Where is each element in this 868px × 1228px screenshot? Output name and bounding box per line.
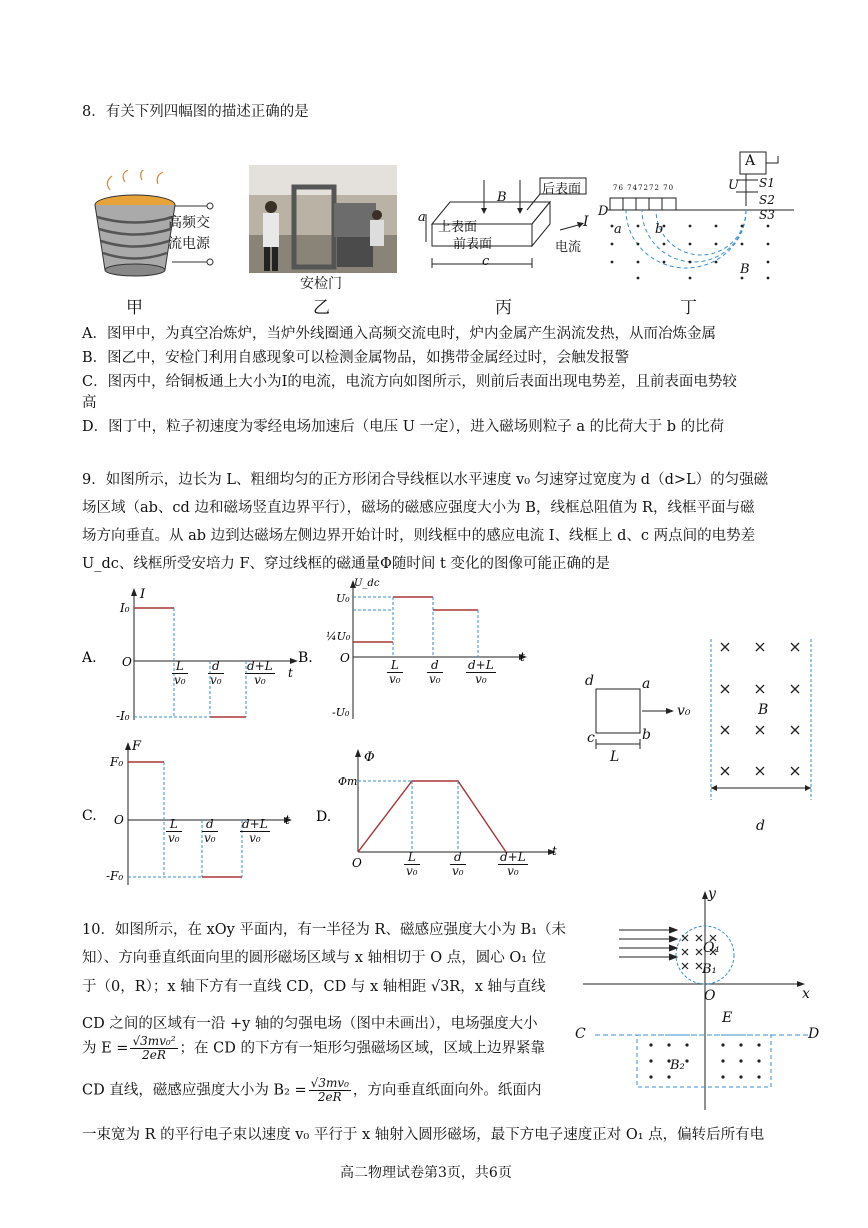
q10-B2-label: B₂ — [670, 1058, 685, 1073]
jia-label-1: 高频交 — [168, 215, 210, 231]
yi-label: 安检门 — [300, 276, 342, 292]
q10-line-3: 于（0，R）；x 轴下方有一直线 CD，CD 与 x 轴相距 √3R，x 轴与直线 — [82, 979, 546, 995]
q10-O-label: O — [704, 988, 716, 1004]
graph-c-tick-2: $\frac{d}{\text{v₀}}$ — [204, 817, 216, 845]
q10-line-5-rest: ；在 CD 的下方有一矩形匀强磁场区域，区域上边界紧靠 — [179, 1040, 545, 1057]
bing-B: B — [497, 190, 507, 205]
q10-C-label: C — [575, 1026, 586, 1042]
ding-U: U — [728, 178, 739, 193]
graph-b-ylabel: U_dc — [354, 578, 380, 589]
q9-graph-c — [82, 740, 312, 890]
graph-c-ylabel: F — [132, 740, 142, 754]
q10-e-label: 为 E = — [82, 1040, 129, 1057]
q10-line-2: 知）、方向垂直纸面向里的圆形磁场区域与 x 轴相切于 O 点，圆心 O₁ 位 — [82, 950, 547, 966]
q10-line-5 — [82, 1035, 545, 1062]
graph-a-tick-1: $\frac{L}{\text{v₀}}$ — [174, 659, 186, 687]
bing-top: 上表面 — [438, 220, 478, 235]
graph-c-tick-1: $\frac{L}{\text{v₀}}$ — [168, 817, 180, 845]
q9-line-4: U_dc、线框所受安培力 F、穿过线框的磁通量Φ随时间 t 变化的图像可能正确的是 — [82, 556, 610, 572]
q8-title: 8．有关下列四幅图的描述正确的是 — [82, 104, 309, 120]
ding-S1: S1 — [759, 176, 775, 190]
graph-b-ybot: -U₀ — [332, 706, 350, 719]
q10-line-7: 一束宽为 R 的平行电子束以速度 v₀ 平行于 x 轴射入圆形磁场，最下方电子速度正对 O₁ 点，偏转后所有电 — [82, 1127, 765, 1143]
q8-option-b: B．图乙中，安检门利用自感现象可以检测金属物品，如携带金属经过时，会触发报警 — [82, 350, 630, 366]
graph-d-origin: O — [352, 856, 362, 870]
graph-a-t: t — [288, 666, 293, 680]
graph-b-tick-2: $\frac{d}{\text{v₀}}$ — [429, 658, 441, 686]
caption-yi: 乙 — [313, 298, 330, 318]
graph-c-origin: O — [114, 813, 124, 827]
graph-a-origin: O — [122, 655, 132, 669]
q9-graph-d — [316, 745, 566, 875]
q8-option-c: C．图丙中，给铜板通上大小为I的电流，电流方向如图所示，则前后表面出现电势差，且前表面电势较 — [82, 374, 737, 390]
q10-e-frac: $\frac{\text{√3mv₀²}}{2eR}$ — [132, 1034, 176, 1062]
q10-x-label: x — [802, 986, 810, 1002]
graph-c-ytop: F₀ — [110, 755, 124, 769]
frame-c: c — [587, 730, 595, 746]
graph-a-ytop: I₀ — [120, 601, 130, 615]
graph-d-tick-1: $\frac{L}{\text{v₀}}$ — [406, 850, 418, 878]
graph-d-label: D. — [316, 809, 332, 825]
q8-option-a: A．图甲中，为真空冶炼炉，当炉外线圈通入高频交流电时，炉内金属产生涡流发热，从而冶炼金属 — [82, 326, 716, 342]
graph-b-tick-3: $\frac{d+L}{\text{v₀}}$ — [468, 658, 494, 686]
q8-option-d: D．图丁中，粒子初速度为零经电场加速后（电压 U 一定），进入磁场则粒子 a 的比荷大于 b 的比荷 — [82, 419, 725, 435]
figure-yi-security-gate — [249, 165, 397, 273]
graph-b-yq: ¼U₀ — [326, 630, 351, 643]
graph-d-tick-3: $\frac{d+L}{\text{v₀}}$ — [500, 850, 526, 878]
ding-B: B — [740, 262, 750, 277]
graph-d-t: t — [552, 844, 557, 858]
frame-L: L — [610, 749, 620, 765]
q10-line-6 — [82, 1077, 541, 1104]
graph-b-ytop: U₀ — [336, 592, 350, 605]
bing-I: I — [583, 214, 589, 230]
ding-a: a — [614, 222, 622, 237]
ding-scale: 76 747272 70 — [613, 184, 675, 192]
ding-S2: S2 — [759, 193, 775, 207]
bing-current: 电流 — [555, 240, 582, 255]
bing-c: c — [482, 254, 490, 269]
graph-a-ylabel: I — [140, 587, 146, 602]
q10-b2-frac: $\frac{\text{√3mv₀}}{2eR}$ — [310, 1076, 349, 1104]
q10-line-1: 10．如图所示，在 xOy 平面内，有一半径为 R、磁感应强度大小为 B₁（未 — [82, 922, 567, 938]
graph-c-tick-3: $\frac{d+L}{\text{v₀}}$ — [242, 817, 268, 845]
q9-frame-figure — [580, 635, 825, 840]
q10-figure — [575, 885, 825, 1115]
graph-b-t: t — [520, 650, 525, 664]
q8-option-c-cont: 高 — [82, 395, 97, 411]
q10-D-label: D — [808, 1026, 820, 1042]
ding-S3: S3 — [759, 208, 775, 222]
ding-A: A — [745, 153, 756, 169]
q10-line-4: CD 之间的区域有一沿 +y 轴的匀强电场（图中未画出），电场强度大小 — [82, 1016, 538, 1032]
graph-b-tick-1: $\frac{L}{\text{v₀}}$ — [389, 658, 401, 686]
q10-b2-label: CD 直线，磁感应强度大小为 B₂ = — [82, 1082, 307, 1099]
q10-B1-label: B₁ — [702, 962, 717, 977]
ding-D: D — [598, 204, 609, 219]
ding-b: b — [655, 222, 664, 237]
q10-y-label: y — [708, 886, 716, 902]
graph-c-t: t — [285, 813, 290, 827]
field-width-d: d — [756, 818, 765, 834]
q10-line-6-rest: ，方向垂直纸面向外。纸面内 — [352, 1082, 542, 1099]
caption-bing: 丙 — [495, 298, 512, 318]
q9-line-2: 场区域（ab、cd 边和磁场竖直边界平行），磁场的磁感应强度大小为 B，线框总阻值为 R，线框平面与磁 — [82, 500, 755, 516]
frame-d: d — [585, 673, 594, 689]
caption-ding: 丁 — [680, 298, 697, 318]
bing-back: 后表面 — [542, 182, 582, 197]
frame-v0: v₀ — [677, 703, 691, 719]
q9-line-1: 9．如图所示，边长为 L、粗细均匀的正方形闭合导线框以水平速度 v₀ 匀速穿过宽度为 d（d>L）的匀强磁 — [82, 472, 769, 488]
frame-b: b — [642, 727, 651, 743]
graph-b-origin: O — [340, 651, 350, 665]
graph-a-tick-2: $\frac{d}{\text{v₀}}$ — [210, 659, 222, 687]
graph-d-tick-2: $\frac{d}{\text{v₀}}$ — [452, 850, 464, 878]
jia-label-2: 流电源 — [168, 236, 210, 252]
page-footer: 高二物理试卷第3页，共6页 — [340, 1165, 512, 1181]
bing-front: 前表面 — [453, 237, 493, 252]
graph-b-label: B. — [298, 650, 313, 666]
graph-c-ybot: -F₀ — [106, 869, 124, 883]
graph-a-tick-3: $\frac{d+L}{\text{v₀}}$ — [247, 659, 273, 687]
graph-a-label: A. — [82, 650, 97, 666]
graph-c-label: C. — [82, 808, 97, 824]
field-B: B — [758, 702, 769, 718]
q9-line-3: 场方向垂直。从 ab 边到达磁场左侧边界开始计时，则线框中的感应电流 I、线框上 d、c 两点间的电势差 — [82, 528, 756, 544]
graph-d-ytop: Φm — [338, 775, 358, 788]
q10-O1-label: O₁ — [703, 940, 721, 956]
frame-a: a — [642, 676, 651, 692]
q9-graph-a — [82, 580, 312, 730]
bing-a: a — [418, 210, 426, 225]
graph-d-ylabel: Φ — [364, 750, 375, 765]
graph-a-ybot: -I₀ — [116, 709, 130, 723]
q9-graph-b — [298, 574, 538, 724]
q10-E-label: E — [722, 1010, 733, 1026]
caption-jia: 甲 — [126, 298, 143, 318]
